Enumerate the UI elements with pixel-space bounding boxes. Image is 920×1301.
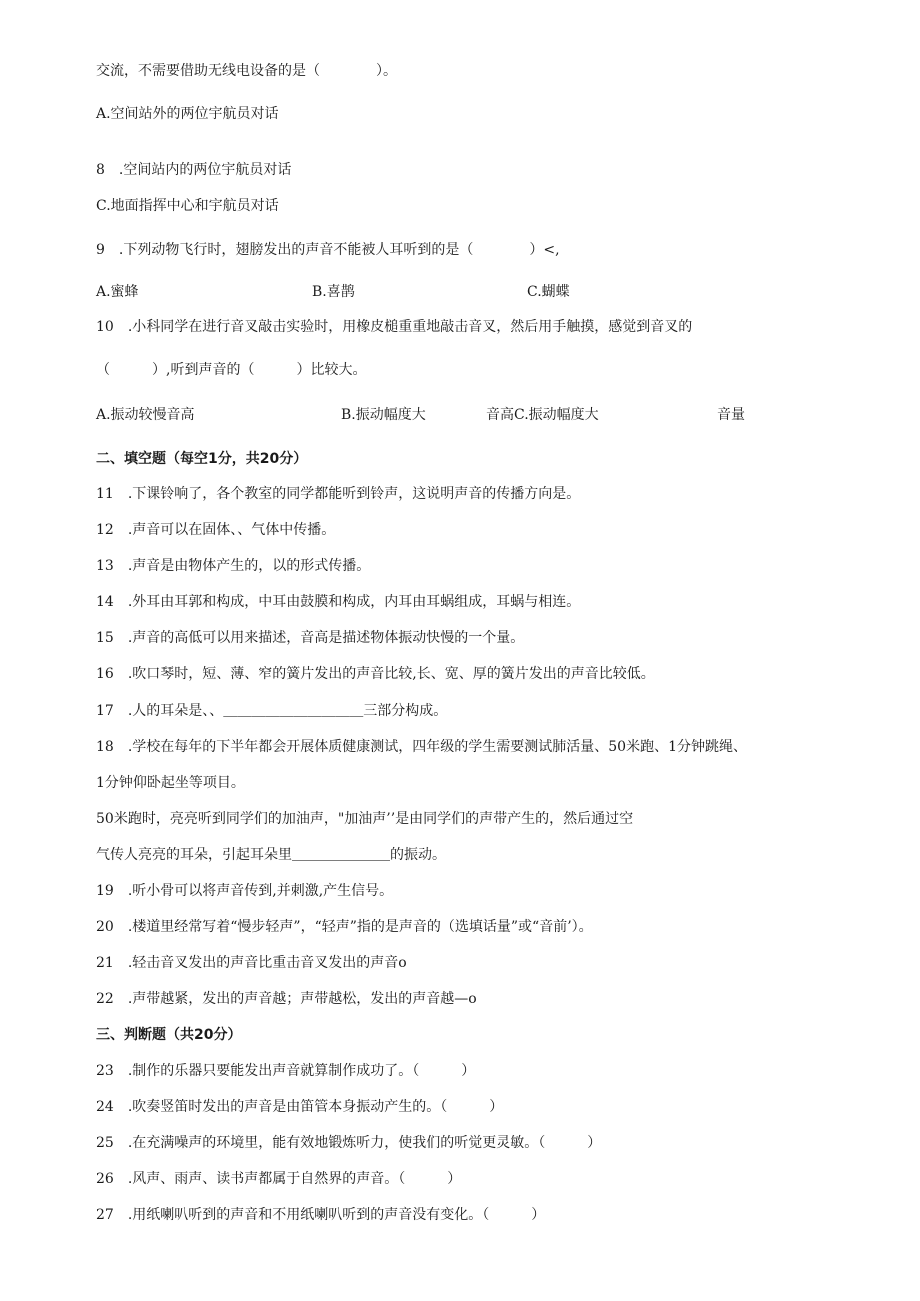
q12: 12 .声音可以在固体、、气体中传播。 — [96, 522, 336, 538]
q8-option-a: A.空间站外的两位宇航员对话 — [96, 106, 279, 122]
q10-stem: 10 .小科同学在进行音叉敲击实验时，用橡皮槌重重地敲击音叉，然后用手触摸，感觉到音叉的 — [96, 319, 693, 335]
section-true-false-heading: 三、判断题（共20分） — [96, 1027, 242, 1043]
q10-option-a: A.振动较慢音高 — [96, 407, 195, 423]
q25: 25 .在充满噪声的环境里，能有效地锻炼听力，使我们的听觉更灵敏。（ ） — [96, 1135, 602, 1151]
q8-option-c: C.地面指挥中心和宇航员对话 — [96, 198, 279, 214]
q26: 26 .风声、雨声、读书声都属于自然界的声音。（ ） — [96, 1171, 462, 1187]
q14: 14 .外耳由耳郭和构成，中耳由鼓膜和构成，内耳由耳蜗组成，耳蜗与相连。 — [96, 594, 581, 610]
q10-option-c: 音高C.振动幅度大 — [486, 407, 599, 423]
q21: 21 .轻击音叉发出的声音比重击音叉发出的声音o — [96, 955, 407, 971]
q10-stem-continued: （ ）,听到声音的（ ）比较大。 — [96, 362, 367, 378]
q17: 17 .人的耳朵是、、＿＿＿＿＿＿＿＿＿＿三部分构成。 — [96, 703, 448, 719]
q9-option-c: C.蝴蝶 — [527, 284, 570, 300]
q18-line-3: 50米跑时，亮亮听到同学们的加油声，"加油声’’是由同学们的声带产生的，然后通过空 — [96, 811, 634, 827]
q10-option-d: 音量 — [717, 407, 745, 423]
q9-stem: 9 .下列动物飞行时，翅膀发出的声音不能被人耳听到的是（ ）<, — [96, 242, 560, 258]
q23: 23 .制作的乐器只要能发出声音就算制作成功了。（ ） — [96, 1063, 476, 1079]
q18-line-2: 1分钟仰卧起坐等项目。 — [96, 775, 245, 791]
q18-line-4: 气传人亮亮的耳朵，引起耳朵里＿＿＿＿＿＿＿的振动。 — [96, 847, 446, 863]
q11: 11 .下课铃响了，各个教室的同学都能听到铃声，这说明声音的传播方向是。 — [96, 486, 581, 502]
q16: 16 .吹口琴时，短、薄、窄的簧片发出的声音比较,长、宽、厚的簧片发出的声音比较低。 — [96, 666, 655, 682]
q24: 24 .吹奏竖笛时发出的声音是由笛管本身振动产生的。（ ） — [96, 1099, 504, 1115]
q9-option-b: B.喜鹊 — [312, 284, 355, 300]
q15: 15 .声音的高低可以用来描述，音高是描述物体振动快慢的一个量。 — [96, 630, 525, 646]
q18-line-1: 18 .学校在每年的下半年都会开展体质健康测试，四年级的学生需要测试肺活量、50米跑、1分钟跳绳、 — [96, 739, 747, 755]
q20: 20 .楼道里经常写着“慢步轻声”，“轻声”指的是声音的（选填话量”或“音前’）。 — [96, 919, 593, 935]
q8-stem: 交流，不需要借助无线电设备的是（ ）。 — [96, 63, 397, 79]
section-fill-in-heading: 二、填空题（每空1分，共20分） — [96, 451, 308, 467]
q10-option-b: B.振动幅度大 — [341, 407, 426, 423]
q27: 27 .用纸喇叭听到的声音和不用纸喇叭听到的声音没有变化。（ ） — [96, 1207, 546, 1223]
q9-option-a: A.蜜蜂 — [96, 284, 139, 300]
q19: 19 .听小骨可以将声音传到,并刺激,产生信号。 — [96, 883, 394, 899]
q22: 22 .声带越紧，发出的声音越；声带越松，发出的声音越—o — [96, 991, 477, 1007]
q8-option-b: 8 .空间站内的两位宇航员对话 — [96, 162, 292, 178]
q13: 13 .声音是由物体产生的，以的形式传播。 — [96, 558, 371, 574]
